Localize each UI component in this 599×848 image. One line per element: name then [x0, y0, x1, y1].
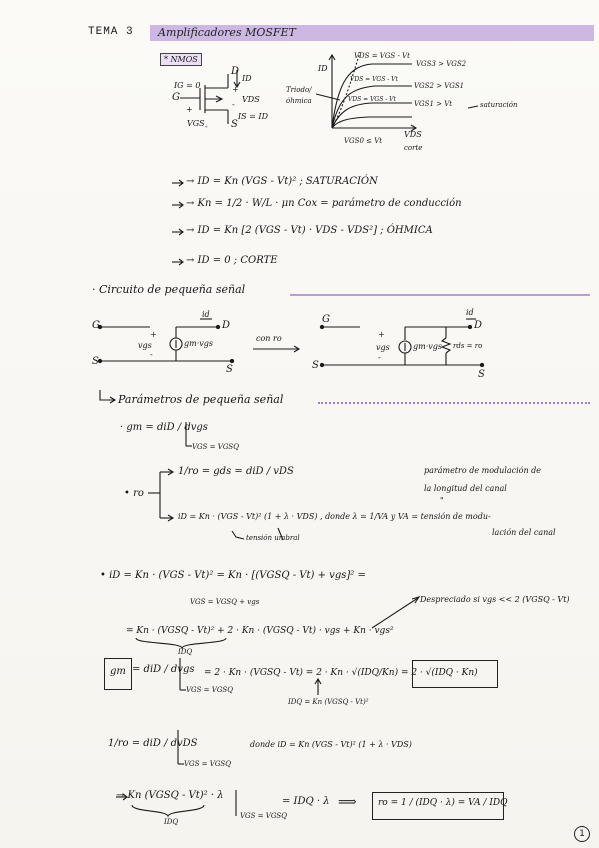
ss-left-id: id [202, 310, 210, 319]
final-eq: = IDQ · λ [282, 796, 330, 807]
gm-result: = 2 · Kn · (VGSQ - Vt) = 2 · Kn · √(IDQ/Kn) = 2 · √(IDQ · Kn) [204, 668, 478, 678]
page-number: 1 [574, 826, 590, 842]
ig-label: IG = 0 [174, 81, 201, 90]
gm-result-box [412, 660, 498, 688]
inner-label1: VDS = VGS - Vt [350, 76, 398, 83]
gm-box-label: gm [110, 666, 126, 677]
param-mod-label: parámetro de modulación de [424, 466, 542, 475]
curve3-label: VGS1 > Vt [414, 100, 453, 108]
ro-expr-eval: VGS = VGSQ [184, 760, 231, 768]
vgs-label: VGS [187, 119, 205, 128]
final-eval: VGS = VGSQ [240, 812, 287, 820]
ro-result: ro = 1 / (IDQ · λ) = VA / IDQ [378, 798, 508, 808]
ss-left-s: S [92, 356, 99, 367]
vds-label: VDS [242, 95, 260, 104]
gm-eval: VGS = VGSQ [192, 443, 239, 451]
final-expr: → Kn (VGSQ - Vt)² · λ [116, 790, 224, 801]
ss-right-s: S [312, 360, 319, 371]
curve2-label: VGS2 > VGS1 [414, 82, 465, 90]
curve-vgs1 [332, 103, 412, 128]
boundary-label: VDS = VGS - Vt [354, 52, 410, 60]
ss-right-src: gm·vgs [413, 342, 442, 351]
idq-note: IDQ = Kn (VGSQ - Vt)² [288, 698, 369, 706]
eq-saturacion: → ID = Kn (VGS - Vt)² ; SATURACIÓN [186, 176, 378, 187]
ss-right-vgs: vgs [376, 343, 390, 352]
ohmica-label: óhmica [286, 97, 312, 105]
ss-right-s2: S [478, 369, 485, 380]
ss-right-d: D [474, 320, 483, 331]
d-label: D [231, 66, 240, 77]
plus-top: + [232, 85, 239, 94]
ro-bullet: • ro [124, 488, 144, 499]
ss-right-plus: + [378, 330, 385, 339]
tema-label: TEMA 3 [88, 26, 134, 38]
param-mod-label2: la longitud del canal [424, 484, 507, 493]
ss-left-vgs: vgs [138, 341, 152, 350]
gm-expr-eval: VGS = VGSQ [186, 686, 233, 694]
final-idq: IDQ [164, 818, 179, 826]
id-label: ID [242, 74, 252, 83]
plus-bottom: + [186, 105, 193, 114]
minus-top: - [232, 100, 235, 109]
id-full-eq: iD = Kn · (VGS - Vt)² (1 + λ · VDS) , donde λ = 1/VA y VA = tensión de modu- [178, 512, 491, 521]
quotes: " [440, 496, 444, 505]
saturacion-label: saturación [480, 101, 518, 109]
curve-vgs2 [332, 86, 412, 128]
ss-right-minus: - [378, 353, 381, 362]
nmos-label: * NMOS [160, 53, 202, 66]
ss-right-rds: rds = ro [453, 342, 483, 350]
ss-right-g: G [322, 314, 330, 325]
ss-left-g: G [92, 320, 100, 331]
s-label: S [231, 119, 238, 130]
ss-heading: · Circuito de pequeña señal [92, 283, 246, 296]
params-heading: Parámetros de pequeña señal [118, 393, 284, 406]
deriv-line1-sub: VGS = VGSQ + vgs [190, 598, 260, 606]
ss-right-id: id [466, 308, 474, 317]
gm-def: · gm = diD / dvgs [120, 422, 208, 433]
inner-label2: VDS = VGS - Vt [348, 96, 396, 103]
deriv-line2: = Kn · (VGSQ - Vt)² + 2 · Kn · (VGSQ - Vt) · vgs + Kn · vgs² [126, 626, 394, 636]
eq-corte: → ID = 0 ; CORTE [186, 255, 278, 266]
final-arrow: ⟹ [338, 795, 357, 810]
ss-left-plus: + [150, 330, 157, 339]
minus-bottom: - [205, 122, 208, 131]
con-ro-label: con ro [256, 334, 282, 343]
eq-ohmica: → ID = Kn [2 (VGS - Vt) · VDS - VDS²] ; ÓHMICA [186, 225, 433, 236]
id-full-eq2: lación del canal [492, 528, 556, 537]
section-underline [290, 294, 590, 296]
tension-umbral: tensión umbral [246, 534, 300, 542]
ro-resistor [442, 338, 450, 353]
curve1-label: VGS3 > VGS2 [416, 60, 467, 68]
g-label: G [172, 92, 180, 103]
triodo-label: Triodo/ [286, 86, 312, 94]
deriv-line2-idq: IDQ [178, 648, 193, 656]
iv-y-label: ID [318, 64, 328, 73]
corte-cond-label: VGS0 ≤ Vt [344, 137, 383, 145]
corte-label: corte [404, 144, 423, 152]
iv-x-label: VDS [404, 130, 422, 139]
page-title: Amplificadores MOSFET [158, 26, 296, 39]
params-underline [318, 402, 590, 404]
ro-inverse: 1/ro = gds = diD / vDS [178, 466, 294, 477]
despreciado-note: Despreciado si vgs << 2 (VGSQ - Vt) [420, 595, 570, 604]
ss-left-src: gm·vgs [184, 339, 213, 348]
deriv-line1: • iD = Kn · (VGS - Vt)² = Kn · [(VGSQ - Vt) + vgs]² = [100, 570, 366, 581]
is-label: IS = ID [238, 112, 269, 121]
curve-vgs0 [332, 117, 412, 128]
ro-expr: 1/ro = diD / dvDS [108, 738, 198, 749]
gm-expr: = diD / dvgs [132, 664, 195, 675]
ss-left-d: D [222, 320, 231, 331]
eq-kn: → Kn = 1/2 · W/L · μn Cox = parámetro de conducción [186, 198, 462, 209]
ro-donde: donde iD = Kn (VGS - Vt)² (1 + λ · VDS) [250, 740, 412, 749]
ss-left-minus: - [150, 350, 153, 359]
ss-left-s2: S [226, 364, 233, 375]
